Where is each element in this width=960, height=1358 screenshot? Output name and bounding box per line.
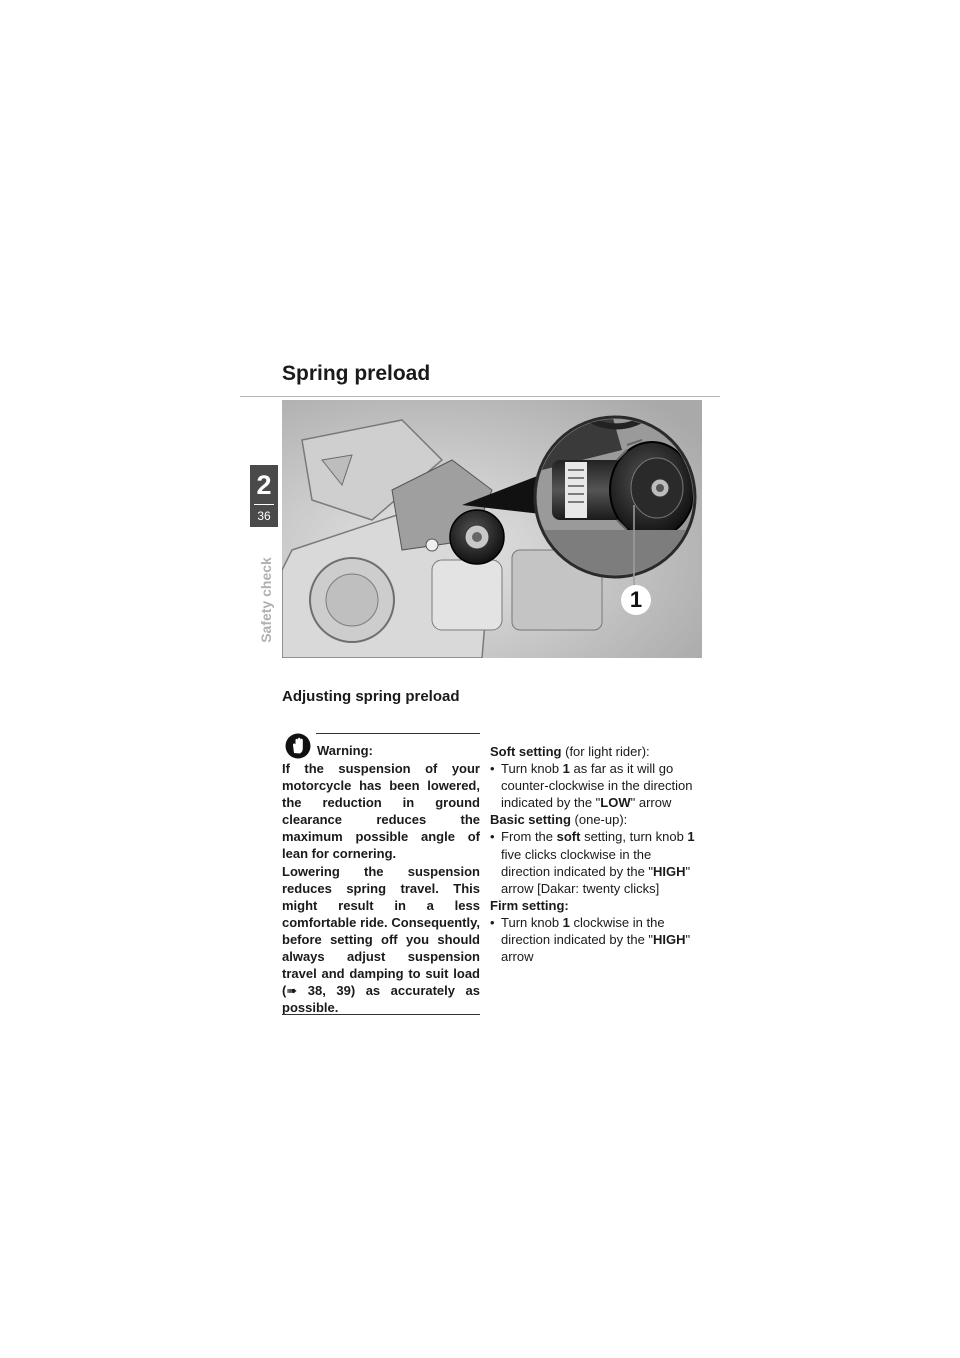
- soft-setting-label: Soft setting: [490, 744, 562, 759]
- warning-top-rule: [316, 733, 480, 734]
- chapter-divider: [254, 504, 274, 505]
- title-divider: [240, 396, 720, 397]
- knob-number: 1: [687, 829, 695, 845]
- page-reference[interactable]: 38, 39): [297, 983, 356, 999]
- spring-preload-illustration: [282, 400, 702, 658]
- step-text: Turn knob: [501, 914, 563, 930]
- warning-heading: Warning:: [317, 743, 373, 758]
- step-text: " arrow: [630, 795, 672, 811]
- settings-instructions: [490, 743, 700, 965]
- bullet: •: [490, 914, 495, 930]
- step-text: as far as it will go counter-clockwise in the direction indicated by the ": [501, 761, 693, 811]
- low-keyword: LOW: [600, 795, 631, 811]
- bullet: •: [490, 761, 495, 777]
- warning-bottom-rule: [282, 1014, 480, 1015]
- callout-label-knob: 1: [621, 585, 651, 615]
- warning-body: [282, 760, 480, 1016]
- firm-setting-step: [490, 914, 700, 965]
- soft-setting-note: (for light rider):: [561, 744, 650, 759]
- soft-setting-heading: [490, 743, 700, 760]
- basic-setting-note: (one-up):: [570, 812, 628, 828]
- page-reference-arrow-icon: ➠: [286, 983, 298, 999]
- firm-setting-label: Firm setting:: [490, 897, 569, 913]
- warning-paragraph-2: [282, 863, 480, 1017]
- basic-setting-step: [490, 828, 700, 896]
- step-text: Turn knob: [501, 761, 563, 777]
- high-keyword: HIGH: [653, 863, 686, 879]
- warning-paragraph-2-text: Lowering the suspension reduces spring travel. This might result in a less comfortable ride. Consequently, before setting off you should always adjust suspension travel and damping to suit load (: [282, 863, 480, 999]
- step-text: five clicks clockwise in the direction indicated by the ": [501, 846, 654, 879]
- step-text: From the: [501, 829, 557, 845]
- basic-setting-label: Basic setting: [490, 812, 571, 828]
- knob-number: 1: [562, 761, 570, 777]
- page-number: 36: [257, 509, 271, 523]
- knob-number: 1: [562, 914, 570, 930]
- basic-setting-heading: [490, 811, 700, 828]
- subheading: Adjusting spring preload: [282, 688, 460, 705]
- step-text: setting, turn knob: [580, 829, 688, 845]
- warning-paragraph-1: If the suspension of your motorcycle has been lowered, the reduction in ground clearance reduces the maximum possible angle of lean for cornering.: [282, 761, 480, 862]
- firm-setting-heading: [490, 897, 700, 914]
- warning-hand-icon: [285, 733, 311, 759]
- high-keyword: HIGH: [653, 932, 686, 948]
- chapter-side-label: Safety check: [258, 557, 274, 643]
- chapter-number: 2: [256, 470, 272, 500]
- bullet: •: [490, 829, 495, 845]
- section-title: Spring preload: [282, 362, 431, 385]
- soft-keyword: soft: [556, 829, 581, 845]
- step-text: " arrow [Dakar: twenty clicks]: [501, 863, 691, 896]
- soft-setting-step: [490, 760, 700, 811]
- step-text: clockwise in the direction indicated by the ": [501, 914, 665, 948]
- step-text: " arrow: [501, 932, 691, 965]
- warning-paragraph-2-end: as accurately as possible.: [282, 983, 480, 1016]
